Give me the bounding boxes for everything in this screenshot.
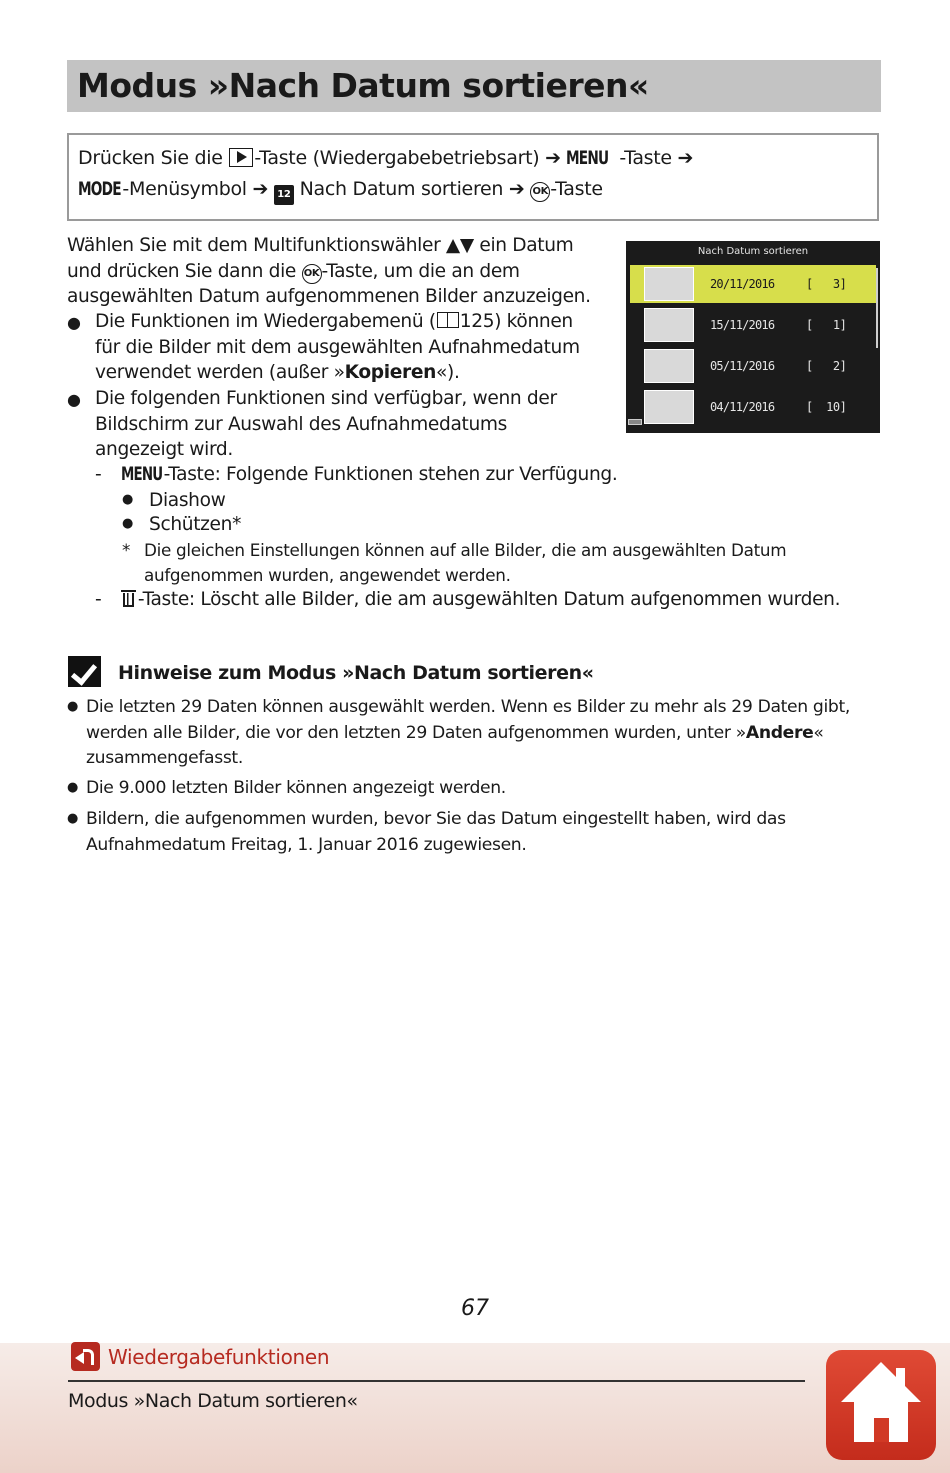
procedure-path-box	[67, 133, 879, 221]
bullet-dot: ●	[122, 516, 134, 531]
image-count: [ 1]	[806, 318, 847, 332]
note-line: Aufnahmedatum Freitag, 1. Januar 2016 zugewiesen.	[86, 834, 527, 855]
thumbnail	[644, 390, 694, 424]
trash-subitem-text: -Taste: Löscht alle Bilder, die am ausgewählten Datum aufgenommen wurden.	[137, 589, 841, 610]
note-check-icon	[68, 656, 101, 687]
note-line: zusammengefasst.	[86, 748, 243, 768]
andere-term: Andere	[745, 722, 814, 743]
note-line: Die letzten 29 Daten können ausgewählt werden. Wenn es Bilder zu mehr als 29 Daten gibt,	[86, 697, 850, 717]
home-icon-door	[874, 1418, 889, 1442]
trash-icon	[121, 588, 136, 608]
home-icon-roof	[841, 1362, 921, 1402]
intro-line	[67, 259, 591, 285]
bullet-2-line: Die folgenden Funktionen sind verfügbar, wenn der	[95, 388, 557, 409]
bullet-1-line: für die Bilder mit dem ausgewählten Aufnahmedatum	[95, 336, 580, 358]
path-text: -Taste	[550, 178, 603, 200]
ok-button-icon: OK	[302, 264, 322, 284]
ok-button-icon: OK	[530, 182, 550, 202]
kopieren-term: Kopieren	[344, 362, 437, 383]
date-row-selected[interactable]	[630, 265, 876, 303]
bullet-2-line: angezeigt wird.	[95, 439, 233, 460]
bullet-text: Die Funktionen im Wiedergabemenü (	[95, 311, 436, 332]
note-bullet-2: Die 9.000 letzten Bilder können angezeigt werden.	[86, 778, 506, 798]
date-value: 15/11/2016	[710, 318, 775, 332]
footer-subtitle: Modus »Nach Datum sortieren«	[68, 1390, 358, 1412]
camera-screen	[626, 241, 880, 433]
thumbnail	[644, 267, 694, 301]
path-text: Drücken Sie die	[78, 147, 229, 169]
intro-line: Wählen Sie mit dem Multifunktionswähler ▲▼ ein Datum	[67, 235, 574, 256]
footnote	[144, 538, 786, 588]
menu-icon: MENU	[566, 147, 609, 169]
camera-screen-header: Nach Datum sortieren	[697, 246, 809, 257]
subitem-diashow: Diashow	[149, 490, 226, 511]
dash: -	[95, 464, 102, 485]
path-line-2	[78, 178, 603, 205]
image-count: [ 3]	[806, 277, 847, 291]
date-value: 04/11/2016	[710, 400, 775, 414]
title-bar	[67, 60, 881, 112]
book-reference-icon	[437, 312, 459, 328]
bullet-dot: ●	[122, 492, 134, 507]
thumbnail	[644, 308, 694, 342]
page-number: 67	[461, 1296, 489, 1321]
note-line: Bildern, die aufgenommen wurden, bevor Sie das Datum eingestellt haben, wird das	[86, 809, 786, 829]
back-arrow-icon[interactable]	[71, 1342, 100, 1371]
bullet-dot: ●	[67, 811, 79, 826]
menu-icon: MENU	[120, 464, 163, 485]
date-row[interactable]	[630, 306, 876, 344]
bullet-2	[95, 386, 557, 463]
note-text: «	[813, 722, 824, 743]
calendar-icon: 12	[274, 185, 294, 205]
bullet-dot: ●	[67, 390, 81, 409]
image-count: [ 2]	[806, 359, 847, 373]
bullet-1	[95, 309, 580, 386]
footnote-line: aufgenommen wurden, angewendet werden.	[144, 565, 511, 585]
path-text: -Taste (Wiedergabebetriebsart) ➔	[254, 147, 567, 169]
bullet-dot: ●	[67, 780, 79, 795]
footer-divider	[68, 1380, 805, 1382]
date-value: 20/11/2016	[710, 277, 775, 291]
home-button[interactable]	[826, 1350, 936, 1460]
dash: -	[95, 589, 102, 610]
note-text: werden alle Bilder, die vor den letzten 29 Daten aufgenommen wurden, unter »	[86, 722, 746, 743]
bullet-2-line: Bildschirm zur Auswahl des Aufnahmedatums	[95, 413, 507, 435]
menu-subitem-text: -Taste: Folgende Funktionen stehen zur Verfügung.	[163, 464, 618, 485]
footnote-mark: *	[122, 540, 131, 560]
bullet-1-line	[95, 309, 580, 335]
intro-line: ausgewählten Datum aufgenommenen Bilder anzuzeigen.	[67, 286, 591, 307]
path-text: -Menüsymbol ➔	[122, 178, 274, 200]
bullet-dot: ●	[67, 313, 81, 332]
bullet-text: 125) können	[459, 311, 573, 332]
mode-icon: MODE	[78, 178, 121, 200]
page-title: Modus »Nach Datum sortieren«	[77, 66, 649, 105]
note-bullet-3	[86, 807, 786, 858]
path-text: -Taste ➔	[619, 147, 694, 169]
trash-subitem	[95, 587, 840, 613]
bullet-text: «).	[436, 362, 460, 383]
subitem-schuetzen: Schützen*	[149, 514, 242, 535]
playback-icon	[229, 148, 253, 167]
date-row[interactable]	[630, 388, 876, 426]
bullet-1-line	[95, 360, 580, 386]
path-line-1	[78, 147, 693, 169]
image-count: [ 10]	[806, 400, 847, 414]
thumbnail	[644, 349, 694, 383]
note-title: Hinweise zum Modus »Nach Datum sortieren«	[118, 662, 594, 684]
path-text: Nach Datum sortieren ➔	[293, 178, 531, 200]
scrollbar	[876, 268, 878, 348]
footnote-line: Die gleichen Einstellungen können auf alle Bilder, die am ausgewählten Datum	[144, 540, 787, 560]
battery-icon	[628, 419, 642, 425]
bullet-text: verwendet werden (außer »	[95, 362, 345, 383]
section-link[interactable]: Wiedergabefunktionen	[108, 1345, 330, 1369]
note-bullet-1	[86, 695, 850, 772]
intro-text: und drücken Sie dann die	[67, 260, 302, 282]
note-line	[86, 721, 850, 747]
intro-text: -Taste, um die an dem	[321, 260, 520, 282]
date-row[interactable]	[630, 347, 876, 385]
menu-subitem	[95, 462, 617, 488]
bullet-dot: ●	[67, 699, 79, 714]
date-value: 05/11/2016	[710, 359, 775, 373]
intro-paragraph	[67, 233, 591, 310]
